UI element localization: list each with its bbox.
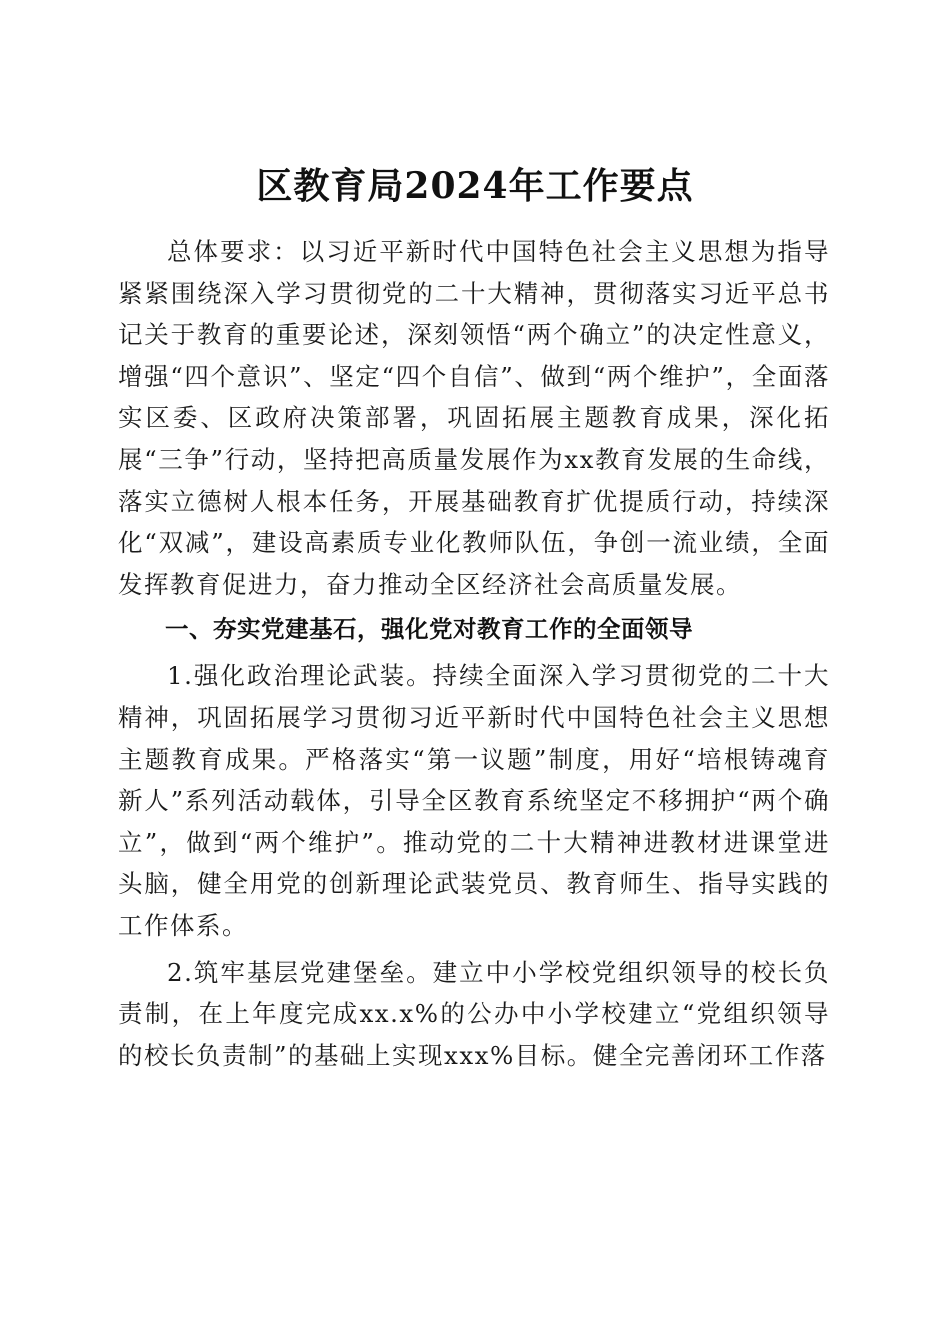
item-1-paragraph: 1.强化政治理论武装。持续全面深入学习贯彻党的二十大精神，巩固拓展学习贯彻习近平新时代中国特色社会主义思想主题教育成果。严格落实“第一议题”制度，用好“培根铸魂育新人”系列活动载体，引导全区教育系统坚定不移拥护“两个确立”，做到“两个维护”。推动党的二十大精神进教材进课堂进头脑，健全用党的创新理论武装党员、教育师生、指导实践的工作体系。	[118, 661, 830, 940]
section-1-heading: 一、夯实党建基石，强化党对教育工作的全面领导	[165, 615, 693, 644]
item-2-paragraph: 2.筑牢基层党建堡垒。建立中小学校党组织领导的校长负责制，在上年度完成xx.x%的公办中小学校建立“党组织领导的校长负责制”的基础上实现xxx%目标。健全完善闭环工作落	[118, 957, 830, 1070]
document-body	[118, 231, 830, 1076]
overall-requirements-paragraph: 总体要求：以习近平新时代中国特色社会主义思想为指导紧紧围绕深入学习贯彻党的二十大精神，贯彻落实习近平总书记关于教育的重要论述，深刻领悟“两个确立”的决定性意义，增强“四个意识”、坚定“四个自信”、做到“两个维护”，全面落实区委、区政府决策部署，巩固拓展主题教育成果，深化拓展“三争”行动，坚持把高质量发展作为xx教育发展的生命线，落实立德树人根本任务，开展基础教育扩优提质行动，持续深化“双减”，建设高素质专业化教师队伍，争创一流业绩，全面发挥教育促进力，奋力推动全区经济社会高质量发展。	[118, 237, 830, 599]
document-title: 区教育局2024年工作要点	[256, 165, 694, 208]
